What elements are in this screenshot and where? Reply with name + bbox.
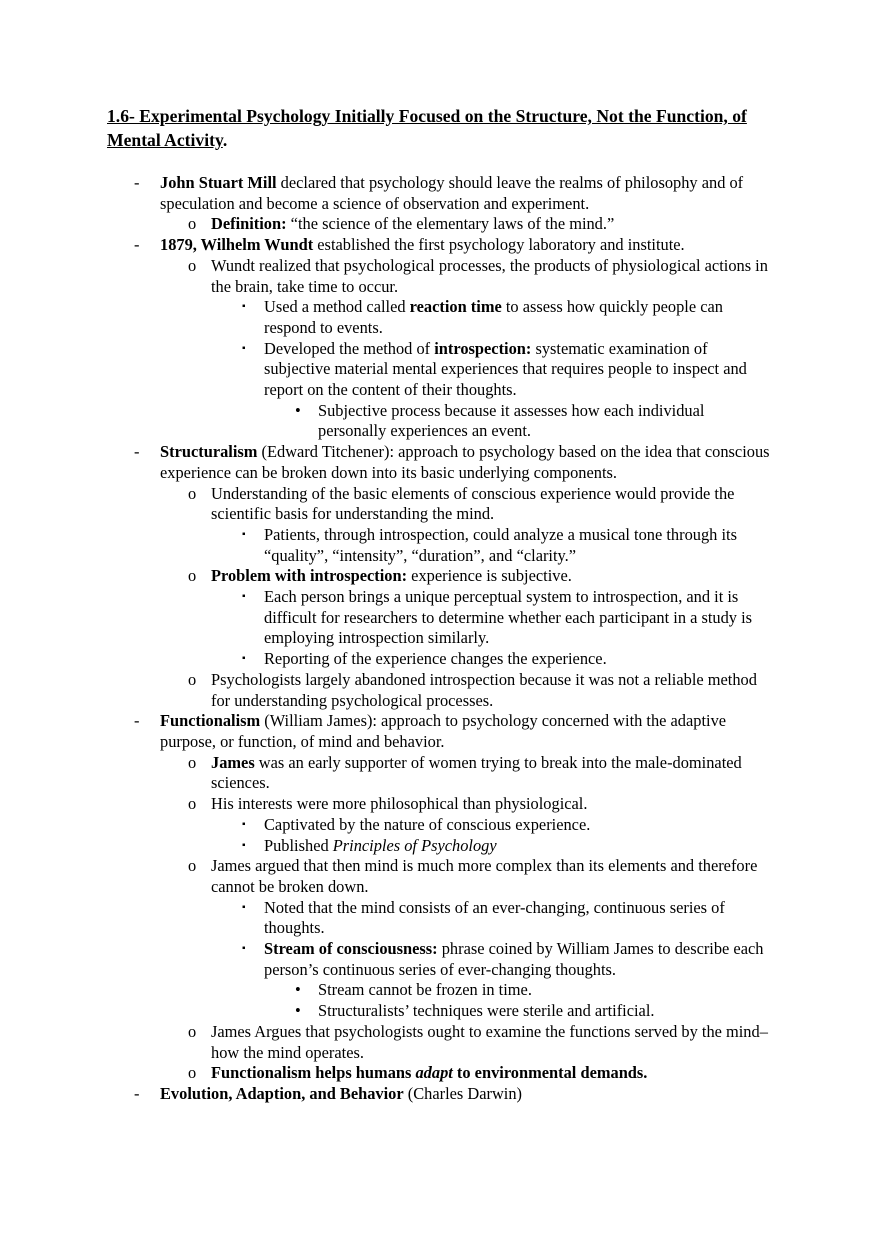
text-segment: Noted that the mind consists of an ever-changing, continuous series of thoughts.	[264, 897, 725, 938]
text-segment: (Charles Darwin)	[403, 1083, 522, 1103]
list-item-text	[318, 980, 775, 1001]
text-segment: reaction time	[409, 297, 502, 317]
list-item-text	[211, 670, 775, 711]
list-item-text	[264, 898, 775, 939]
list-item-text	[264, 525, 775, 566]
text-segment: James argued that then mind is much more complex than its elements and therefore cannot be broken down.	[211, 856, 758, 896]
list-item-text	[211, 256, 775, 297]
list-item	[188, 484, 775, 525]
text-segment: Patients, through introspection, could analyze a musical tone through its “quality”, “intensity”, “duration”, and “clarity.”	[264, 524, 737, 565]
bullet-marker: o	[188, 1021, 197, 1041]
bullet-marker: ▪	[242, 653, 246, 665]
text-segment: Subjective process because it assesses how each individual personally experiences an event.	[318, 400, 705, 441]
bullet-marker: o	[188, 214, 197, 234]
text-segment: Functionalism helps humans	[211, 1063, 416, 1083]
list-item-text	[318, 401, 775, 442]
bullet-marker: •	[295, 1001, 301, 1021]
text-segment: “the science of the elementary laws of the mind.”	[286, 214, 615, 234]
text-segment: Evolution, Adaption, and Behavior	[160, 1083, 404, 1103]
text-segment: Principles of Psychology	[332, 835, 497, 855]
text-segment: (Edward Titchener): approach to psychology based on the idea that conscious experience can be broken down into its basic underlying components.	[160, 442, 770, 482]
text-segment: Structuralism	[160, 442, 258, 462]
list-item	[188, 794, 775, 815]
bullet-marker: -	[134, 235, 140, 255]
bullet-marker: ▪	[242, 901, 246, 913]
list-item	[188, 670, 775, 711]
notes-list	[107, 173, 775, 1105]
list-item-text	[264, 587, 775, 649]
list-item-text	[211, 1063, 775, 1084]
list-item-text	[160, 235, 775, 256]
bullet-marker: o	[188, 255, 197, 275]
text-segment: Published	[264, 835, 333, 855]
list-item	[295, 1001, 775, 1022]
list-item	[242, 815, 775, 836]
bullet-marker: -	[134, 442, 140, 462]
list-item	[188, 566, 775, 587]
text-segment: Definition:	[211, 214, 287, 234]
list-item	[134, 173, 775, 214]
list-item	[242, 836, 775, 857]
bullet-marker: o	[188, 566, 197, 586]
bullet-marker: ▪	[242, 342, 246, 354]
bullet-marker: o	[188, 856, 197, 876]
text-segment: phrase coined by William James to describe each person’s continuous series of ever-changing thoughts.	[264, 939, 764, 979]
list-item	[188, 256, 775, 297]
text-segment: introspection:	[434, 338, 532, 358]
text-segment: Each person brings a unique perceptual system to introspection, and it is difficult for researchers to determine whether each participant in a study is employing introspection similarly.	[264, 587, 753, 648]
bullet-marker: ▪	[242, 591, 246, 603]
list-item-text	[211, 214, 775, 235]
text-segment: His interests were more philosophical than physiological.	[211, 794, 588, 814]
list-item-text	[264, 649, 775, 670]
list-item	[242, 649, 775, 670]
bullet-marker: ▪	[242, 839, 246, 851]
list-item-text	[211, 566, 775, 587]
list-item-text	[211, 484, 775, 525]
bullet-marker: ▪	[242, 943, 246, 955]
text-segment: Reporting of the experience changes the experience.	[264, 649, 607, 669]
list-item	[242, 898, 775, 939]
list-item-text	[160, 711, 775, 752]
list-item-text	[264, 815, 775, 836]
list-item	[188, 1022, 775, 1063]
bullet-marker: o	[188, 483, 197, 503]
text-segment: Stream of consciousness:	[264, 939, 438, 959]
bullet-marker: o	[188, 1063, 197, 1083]
list-item	[188, 1063, 775, 1084]
bullet-marker: -	[134, 1083, 140, 1103]
text-segment: to assess how quickly people can respond to events.	[264, 297, 723, 337]
page-title-text: 1.6- Experimental Psychology Initially Focused on the Structure, Not the Function, of Mental Activity	[107, 106, 747, 150]
list-item	[242, 339, 775, 401]
list-item-text	[160, 442, 775, 483]
list-item-text	[264, 339, 775, 401]
list-item	[242, 297, 775, 338]
list-item	[242, 939, 775, 980]
text-segment: Understanding of the basic elements of conscious experience would provide the scientific basis for understanding the mind.	[211, 483, 735, 524]
list-item-text	[211, 856, 775, 897]
bullet-marker: o	[188, 752, 197, 772]
text-segment: John Stuart Mill	[160, 173, 277, 192]
text-segment: Captivated by the nature of conscious experience.	[264, 814, 591, 834]
text-segment: Functionalism	[160, 711, 261, 731]
bullet-marker: -	[134, 173, 140, 192]
text-segment: Psychologists largely abandoned introspection because it was not a reliable method for understanding psychological processes.	[211, 669, 757, 710]
text-segment: systematic examination of subjective material mental experiences that requires people to inspect and report on the content of their thoughts.	[264, 338, 747, 400]
text-segment: Used a method called	[264, 297, 410, 317]
text-segment: was an early supporter of women trying to break into the male-dominated sciences.	[211, 752, 742, 793]
text-segment: to environmental demands.	[452, 1063, 648, 1083]
text-segment: James	[211, 752, 255, 772]
page-title	[107, 104, 775, 152]
bullet-marker: -	[134, 711, 140, 731]
list-item-text	[264, 836, 775, 857]
text-segment: experience is subjective.	[407, 566, 572, 586]
list-item-text	[211, 753, 775, 794]
text-segment: James Argues that psychologists ought to examine the functions served by the mind–how the mind operates.	[211, 1021, 768, 1062]
bullet-marker: •	[295, 980, 301, 1000]
list-item	[188, 214, 775, 235]
list-item	[295, 980, 775, 1001]
list-item	[188, 856, 775, 897]
text-segment: declared that psychology should leave the realms of philosophy and of speculation and become a science of observation and experiment.	[160, 173, 744, 213]
list-item	[134, 711, 775, 752]
list-item	[134, 235, 775, 256]
text-segment: 1879, Wilhelm Wundt	[160, 235, 314, 255]
text-segment: established the first psychology laboratory and institute.	[313, 235, 685, 255]
bullet-marker: ▪	[242, 528, 246, 540]
bullet-marker: ▪	[242, 818, 246, 830]
bullet-marker: o	[188, 669, 197, 689]
list-item	[188, 753, 775, 794]
bullet-marker: ▪	[242, 301, 246, 313]
text-segment: Developed the method of	[264, 338, 435, 358]
text-segment: Stream cannot be frozen in time.	[318, 980, 532, 1000]
list-item-text	[264, 297, 775, 338]
list-item	[242, 525, 775, 566]
text-segment: Structuralists’ techniques were sterile and artificial.	[318, 1001, 655, 1021]
list-item	[242, 587, 775, 649]
text-segment: Wundt realized that psychological processes, the products of physiological actions in the brain, take time to occur.	[211, 255, 768, 296]
list-item-text	[160, 173, 775, 214]
list-item	[295, 401, 775, 442]
bullet-marker: •	[295, 400, 301, 420]
text-segment: adapt	[415, 1063, 453, 1083]
text-segment: (William James): approach to psychology concerned with the adaptive purpose, or function, of mind and behavior.	[160, 711, 727, 751]
list-item-text	[264, 939, 775, 980]
bullet-marker: o	[188, 794, 197, 814]
list-item-text	[211, 794, 775, 815]
list-item-text	[318, 1001, 775, 1022]
list-item	[134, 1084, 775, 1105]
list-item-text	[160, 1084, 775, 1105]
page-title-period: .	[222, 130, 228, 150]
list-item	[134, 442, 775, 483]
list-item-text	[211, 1022, 775, 1063]
text-segment: Problem with introspection:	[211, 566, 408, 586]
